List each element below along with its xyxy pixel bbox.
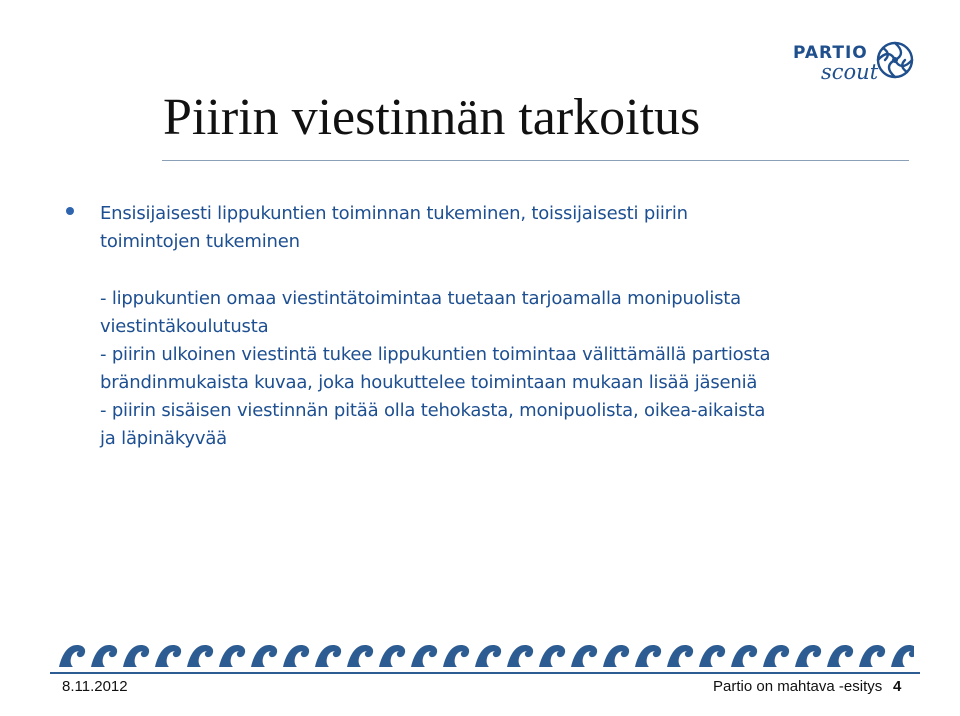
point-training-line-2: viestintäkoulutusta	[100, 316, 269, 337]
bullet-main-line-2: toimintojen tukeminen	[100, 231, 300, 252]
page-number: 4	[893, 678, 902, 695]
point-internal-line-2: ja läpinäkyvää	[100, 428, 227, 449]
footer-divider	[50, 672, 920, 674]
logo-word-partio: PARTIO	[793, 43, 868, 63]
footer-date: 8.11.2012	[62, 678, 128, 695]
footer-presentation-title: Partio on mahtava -esitys	[713, 678, 883, 695]
point-internal-line-1: - piirin sisäisen viestinnän pitää olla tehokasta, monipuolista, oikea-aikaista	[100, 400, 766, 421]
partio-scout-emblem-icon	[873, 38, 917, 82]
point-external-line-1: - piirin ulkoinen viestintä tukee lippukuntien toimintaa välittämällä partiosta	[100, 344, 771, 365]
bullet-main-line-1: Ensisijaisesti lippukuntien toiminnan tukeminen, toissijaisesti piirin	[100, 203, 688, 224]
point-internal-communication	[100, 397, 920, 453]
point-external-line-2: brändinmukaista kuvaa, joka houkuttelee toimintaan mukaan lisää jäseniä	[100, 372, 758, 393]
bullet-main	[100, 200, 920, 256]
partio-scout-logo	[793, 38, 923, 88]
bullet-icon	[66, 207, 74, 215]
point-external-communication	[100, 341, 920, 397]
wave-pattern-decoration	[58, 642, 914, 668]
slide-title: Piirin viestinnän tarkoitus	[163, 89, 701, 146]
point-training-line-1: - lippukuntien omaa viestintätoimintaa tuetaan tarjoamalla monipuolista	[100, 288, 741, 309]
logo-word-scout: scout	[821, 60, 879, 84]
point-training	[100, 285, 920, 341]
title-divider	[162, 160, 909, 161]
